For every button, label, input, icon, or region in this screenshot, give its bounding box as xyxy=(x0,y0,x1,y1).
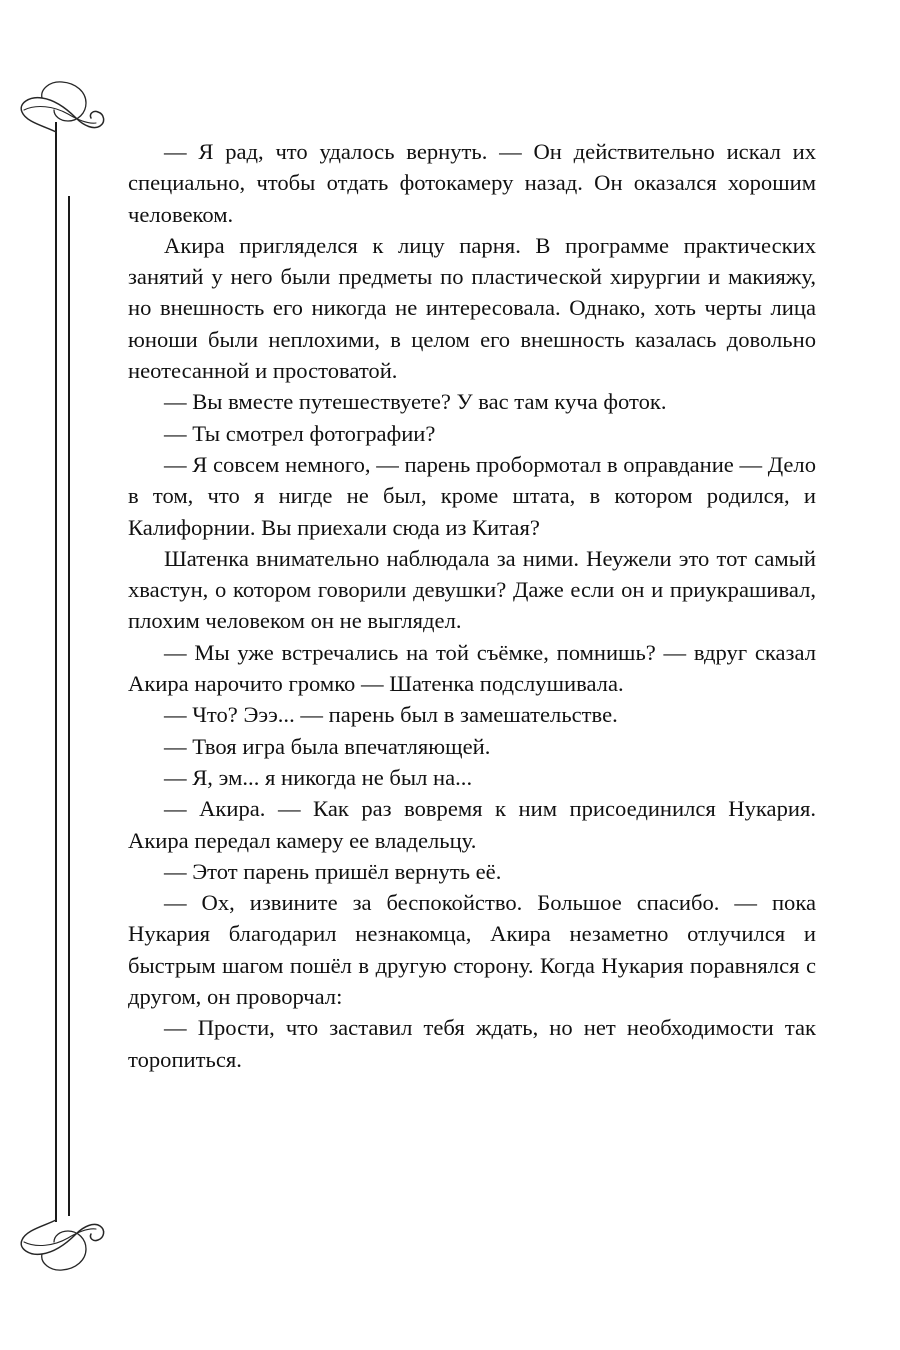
bottom-flourish-ornament-icon xyxy=(14,1208,126,1276)
paragraph: — Что? Эээ... — парень был в замешательстве. xyxy=(164,702,618,728)
paragraph: — Этот парень пришёл вернуть её. xyxy=(164,858,502,884)
paragraph: — Прости, что заставил тебя ждать, но нет необходимости так торопиться. xyxy=(128,1015,816,1072)
paragraph: — Вы вместе путешествуете? У вас там куча фоток. xyxy=(164,389,667,415)
paragraph: — Ты смотрел фотографии? xyxy=(164,420,436,446)
paragraph: Шатенка внимательно наблюдала за ними. Неужели это тот самый хвастун, о котором говорили девушки? Даже если он и приукрашивал, плохим человеком он не выглядел. xyxy=(128,545,816,634)
paragraph: — Мы уже встречались на той съёмке, помнишь? — вдруг сказал Акира нарочито громко — Шатенка подслушивала. xyxy=(128,639,816,697)
top-flourish-ornament-icon xyxy=(14,76,126,144)
paragraph: — Твоя игра была впечатляющей. xyxy=(164,733,491,759)
paragraph: — Я, эм... я никогда не был на... xyxy=(164,764,473,790)
body-text-column xyxy=(128,136,816,1075)
left-rule-inner xyxy=(68,196,70,1216)
paragraph: — Я совсем немного, — парень пробормотал в оправдание — Дело в том, что я нигде не был, кроме штата, в котором родился, и Калифорнии. Вы приехали сюда из Китая? xyxy=(128,451,817,540)
left-rule-outer xyxy=(55,122,57,1222)
paragraph: — Ох, извините за беспокойство. Большое спасибо. — пока Нукария благодарил незнакомца, Акира незаметно отлучился и быстрым шагом пошёл в другую сторону. Когда Нукария поравнялся с другом, он проворчал: xyxy=(128,890,816,1010)
paragraph: Акира пригляделся к лицу парня. В программе практических занятий у него были предметы по пластической хирургии и макияжу, но внешность его никогда не интересовала. Однако, хоть черты лица юноши были неплохими, в целом его внешность казалась довольно неотесанной и простоватой. xyxy=(128,232,816,384)
paragraph: — Акира. — Как раз вовремя к ним присоединился Нукария. Акира передал камеру ее владельцу. xyxy=(128,796,816,853)
paragraph: — Я рад, что удалось вернуть. — Он действительно искал их специально, чтобы отдать фотокамеру назад. Он оказался хорошим человеком. xyxy=(128,139,816,227)
